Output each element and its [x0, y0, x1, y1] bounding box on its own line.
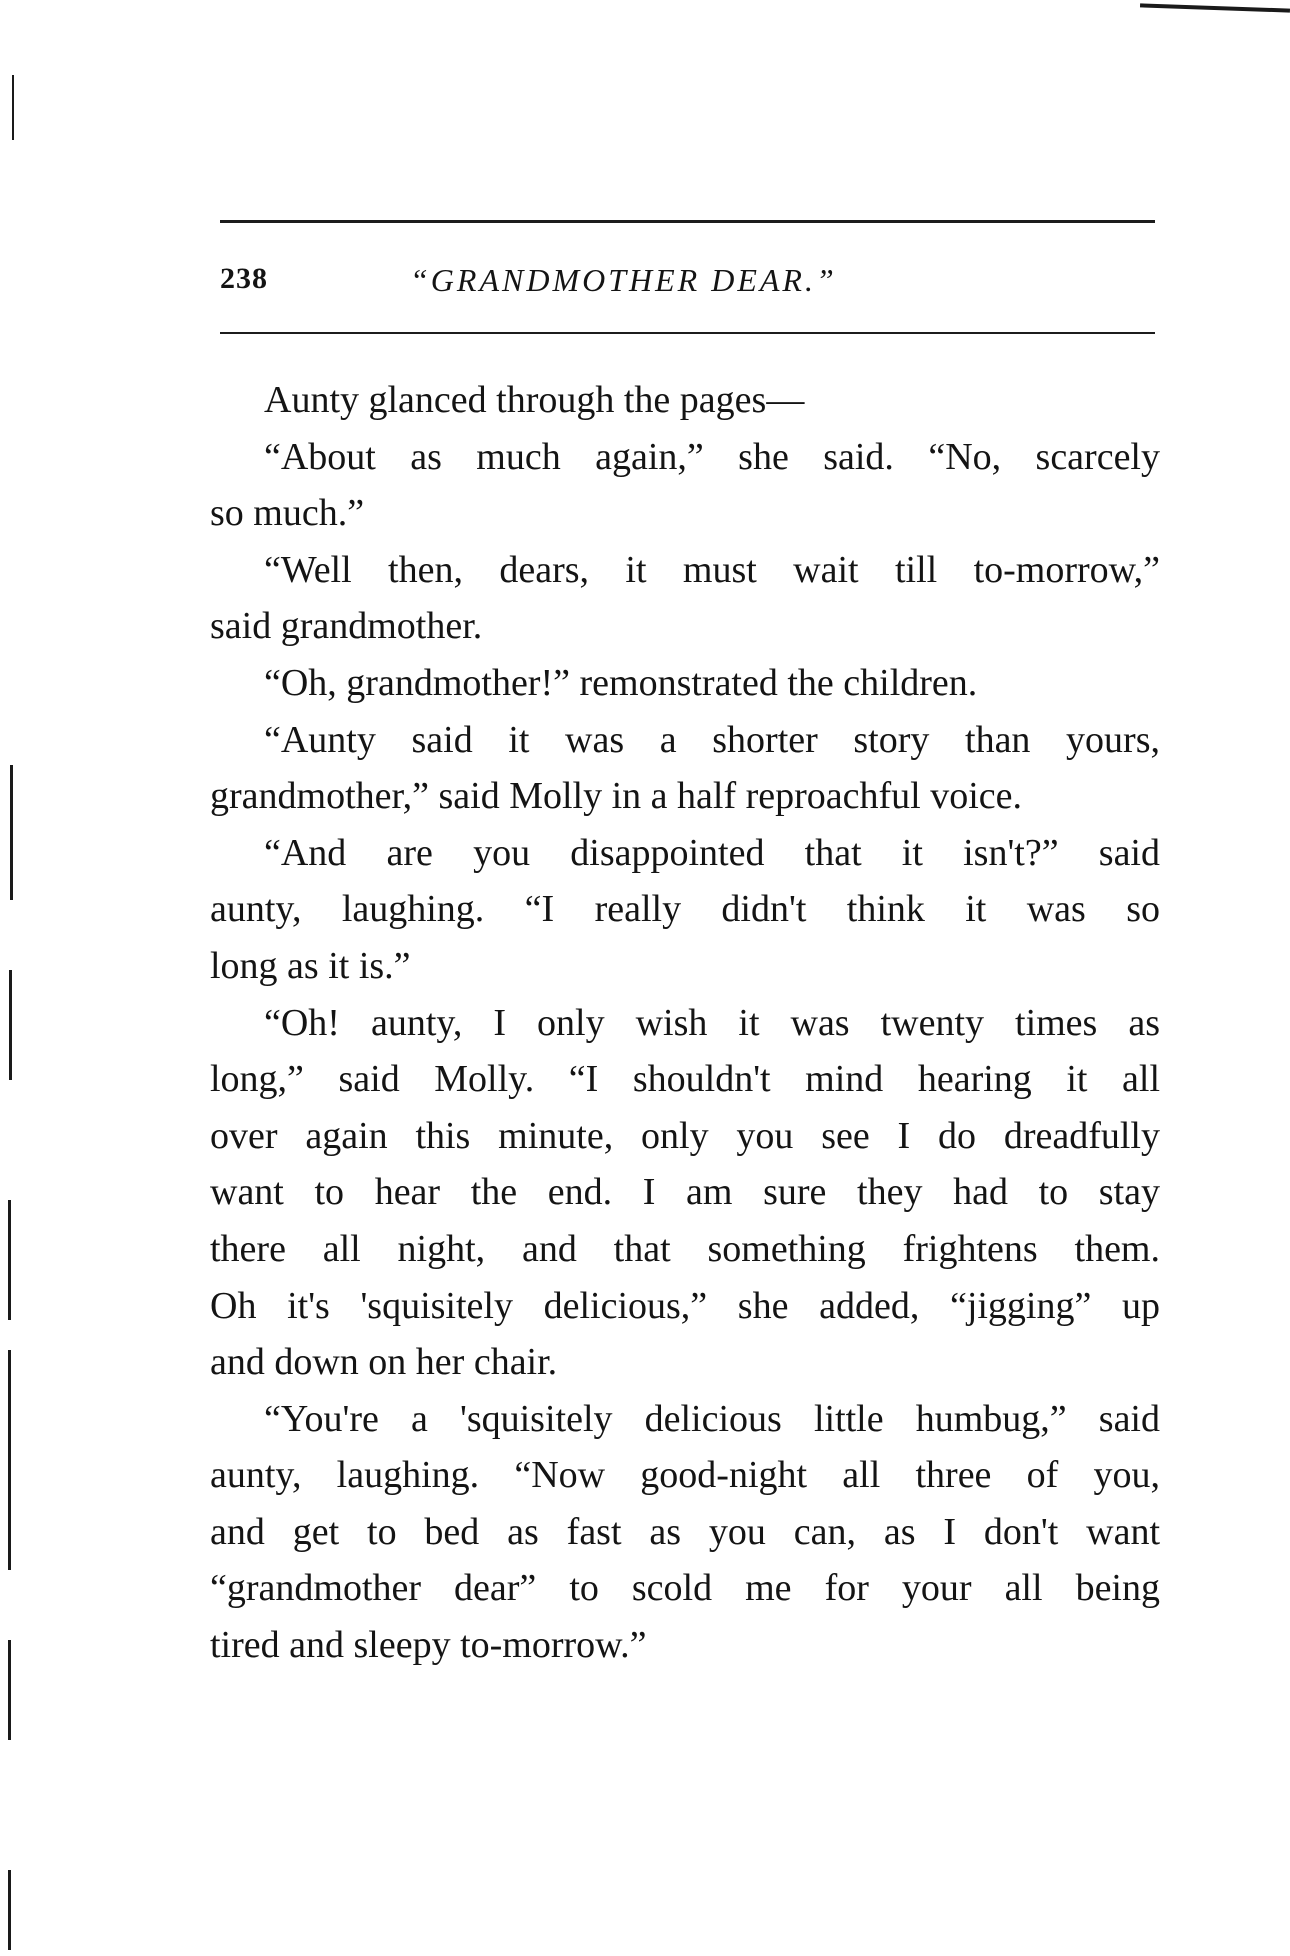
text-line: Oh it's 'squisitely delicious,” she added, “jigging” up — [210, 1284, 1160, 1327]
header-bottom-rule — [220, 332, 1155, 334]
scan-edge-mark-left-1 — [12, 75, 14, 140]
scan-edge-mark-top — [1140, 3, 1290, 12]
page-header — [220, 258, 1155, 308]
scan-edge-mark-left-2 — [10, 765, 13, 900]
text-line: so much.” — [210, 492, 365, 535]
body-text — [210, 372, 1160, 1674]
text-line: tired and sleepy to-morrow.” — [210, 1624, 647, 1667]
text-line: “And are you disappointed that it isn't?” said — [264, 831, 1160, 874]
scan-edge-mark-left-4 — [8, 1200, 11, 1320]
text-line: aunty, laughing. “Now good-night all three of you, — [210, 1454, 1160, 1497]
text-line: long,” said Molly. “I shouldn't mind hearing it all — [210, 1058, 1160, 1101]
text-line: “grandmother dear” to scold me for your all being — [210, 1567, 1160, 1610]
page-number: 238 — [220, 262, 268, 295]
text-line: “Aunty said it was a shorter story than yours, — [264, 718, 1160, 761]
scan-edge-mark-left-3 — [9, 970, 12, 1080]
scan-edge-mark-left-5 — [8, 1350, 11, 1570]
text-line: “About as much again,” she said. “No, scarcely — [264, 435, 1160, 478]
text-line: grandmother,” said Molly in a half reproachful voice. — [210, 775, 1023, 818]
text-line: over again this minute, only you see I do dreadfully — [210, 1114, 1160, 1157]
text-line: want to hear the end. I am sure they had to stay — [210, 1171, 1160, 1214]
text-line: aunty, laughing. “I really didn't think it was so — [210, 888, 1160, 931]
text-line: “Oh, grandmother!” remonstrated the children. — [264, 661, 978, 704]
text-line: and get to bed as fast as you can, as I don't want — [210, 1510, 1160, 1553]
text-line: there all night, and that something frightens them. — [210, 1227, 1160, 1270]
text-line: and down on her chair. — [210, 1341, 558, 1384]
text-line: “You're a 'squisitely delicious little humbug,” said — [264, 1397, 1160, 1440]
text-line: “Well then, dears, it must wait till to-morrow,” — [264, 548, 1160, 591]
text-line: said grandmother. — [210, 605, 483, 648]
scan-edge-mark-left-7 — [8, 1870, 11, 1950]
header-top-rule — [220, 220, 1155, 223]
text-line: long as it is.” — [210, 944, 411, 987]
text-line: “Oh! aunty, I only wish it was twenty times as — [264, 1001, 1160, 1044]
scan-edge-mark-left-6 — [8, 1640, 11, 1740]
text-line: Aunty glanced through the pages— — [264, 379, 805, 421]
running-head-title: “GRANDMOTHER DEAR.” — [410, 262, 837, 298]
